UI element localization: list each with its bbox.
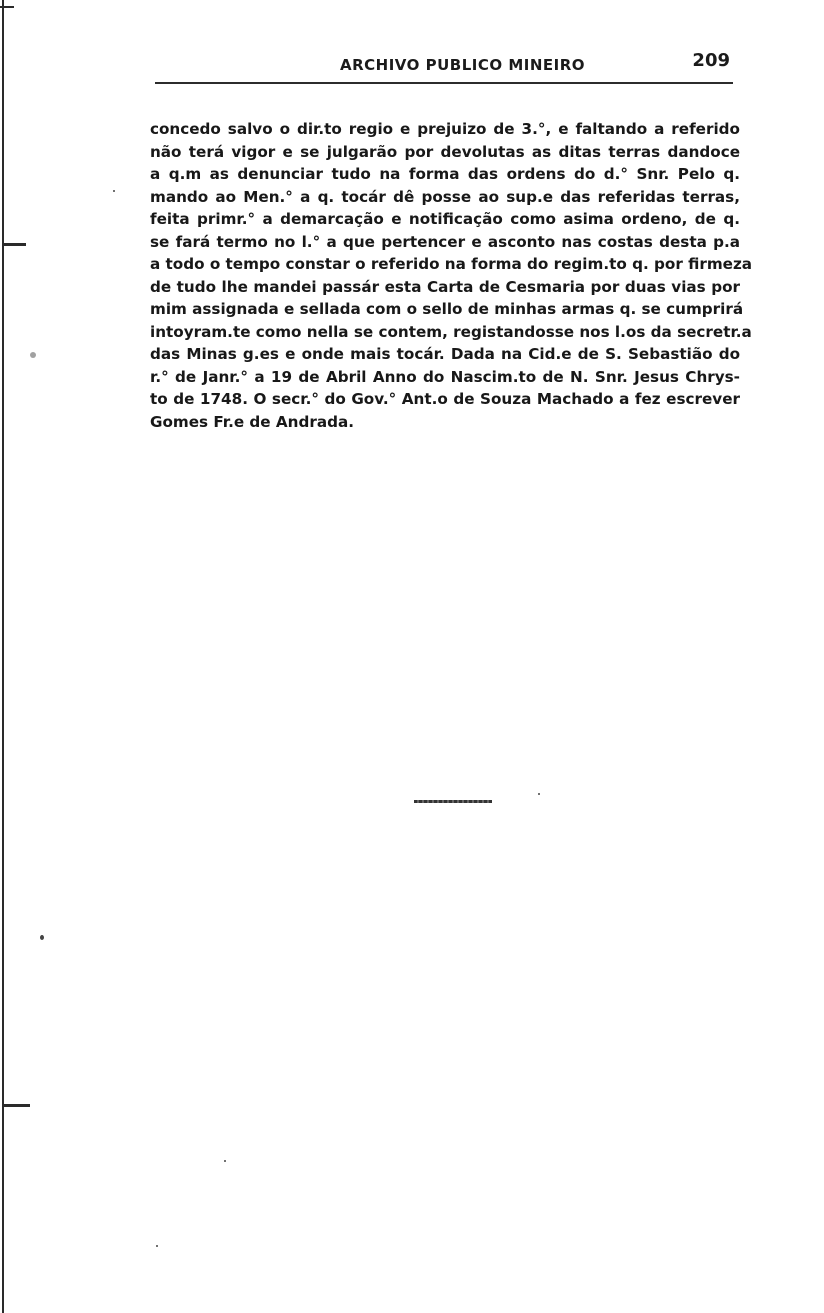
scan-speck [113,190,115,192]
scan-speck [30,352,36,358]
text-line: não terá vigor e se julgarão por devolutas as ditas terras dandoce [150,142,740,161]
binding-edge-bracket-lower [4,1104,30,1107]
text-line: mim assignada e sellada com o sello de minhas armas q. se cumprirá [150,300,744,318]
scan-speck [40,935,44,940]
scan-speck [538,793,540,795]
binding-edge-bracket [4,243,26,246]
text-line: intoyram.te como nella se contem, registandosse nos l.os da secretr.a [150,322,752,341]
text-line: de tudo lhe mandei passár esta Carta de Cesmaria por duas vias por [150,277,740,296]
binding-edge-line [2,0,4,1313]
text-line: concedo salvo o dir.to regio e prejuizo de 3.°, e faltando a referido [150,120,740,138]
text-line: Gomes Fr.e de Andrada. [150,412,354,431]
text-line: a q.m as denunciar tudo na forma das ordens do d.° Snr. Pelo q. [150,165,740,183]
text-line: das Minas g.es e onde mais tocár. Dada na Cid.e de S. Sebastião do [150,345,740,363]
page-number: 209 [692,50,730,71]
text-line: se fará termo no l.° a que pertencer e asconto nas costas desta p.a [150,232,740,251]
page-header [150,52,740,82]
end-ornament-rule [414,800,492,803]
running-title: ARCHIVO PUBLICO MINEIRO [340,56,586,74]
scan-speck [156,1245,158,1247]
text-line: mando ao Men.° a q. tocár dê posse ao sup.e das referidas terras, [150,187,740,206]
scan-speck [224,1160,226,1162]
binding-edge-tick [0,6,14,8]
text-line: a todo o tempo constar o referido na forma do regim.to q. por firmeza [150,255,753,273]
text-line: r.° de Janr.° a 19 de Abril Anno do Nascim.to de N. Snr. Jesus Chrys- [150,367,740,386]
body-text [150,118,753,433]
header-rule [155,82,733,84]
text-line: to de 1748. O secr.° do Gov.° Ant.o de Souza Machado a fez escrever [150,390,740,408]
text-line: feita primr.° a demarcação e notificação como asima ordeno, de q. [150,210,740,228]
